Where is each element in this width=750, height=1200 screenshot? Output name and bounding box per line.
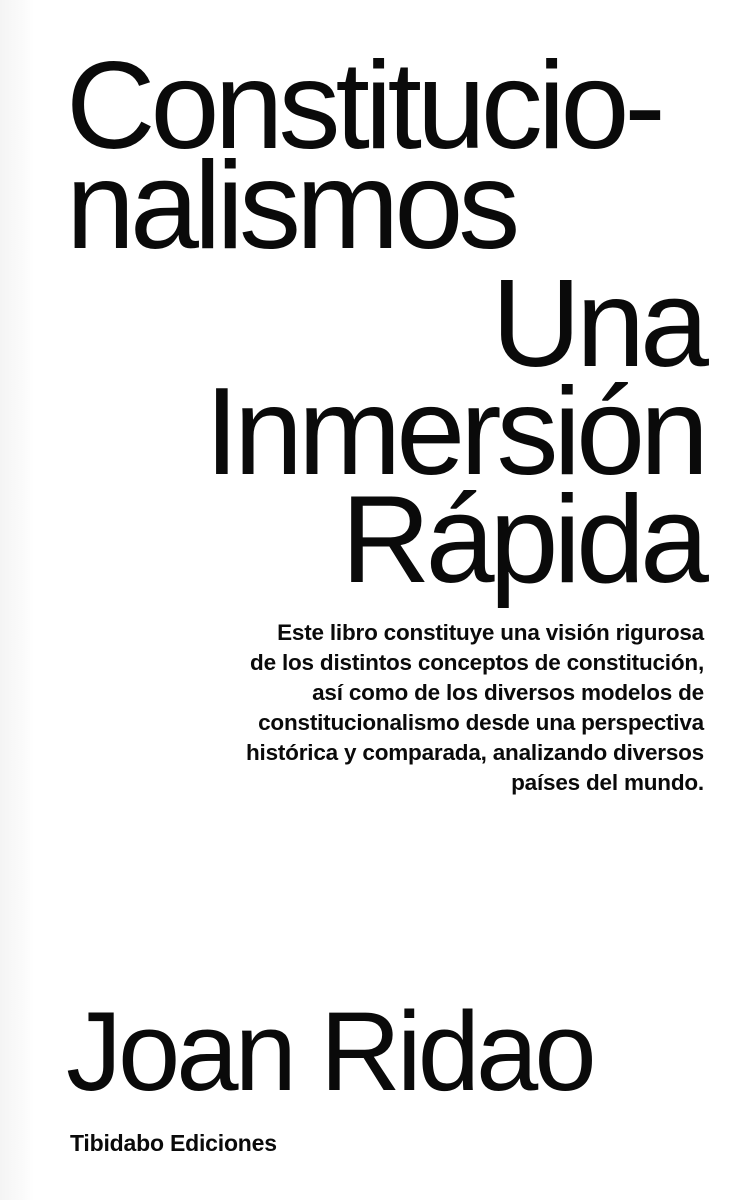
publisher-name: Tibidabo Ediciones xyxy=(70,1130,277,1156)
blurb-line-2: de los distintos conceptos de constitución, xyxy=(250,650,704,675)
subtitle-line-1: Una xyxy=(491,255,704,393)
blurb-line-5: histórica y comparada, analizando diversos xyxy=(245,740,704,765)
title-line-1: Constitucio- xyxy=(66,37,661,175)
blurb-line-6: países del mundo. xyxy=(511,770,704,795)
blurb-line-3: así como de los diversos modelos de xyxy=(312,680,704,705)
title-line-2: nalismos xyxy=(66,137,516,275)
author-name: Joan Ridao xyxy=(66,989,593,1114)
spine-edge xyxy=(0,0,34,1200)
blurb-line-4: constitucionalismo desde una perspectiva xyxy=(258,710,704,735)
blurb xyxy=(144,618,704,798)
subtitle-line-3: Rápida xyxy=(341,471,704,609)
subtitle-line-2: Inmersión xyxy=(204,363,704,501)
blurb-line-1: Este libro constituye una visión rigurosa xyxy=(277,620,704,645)
